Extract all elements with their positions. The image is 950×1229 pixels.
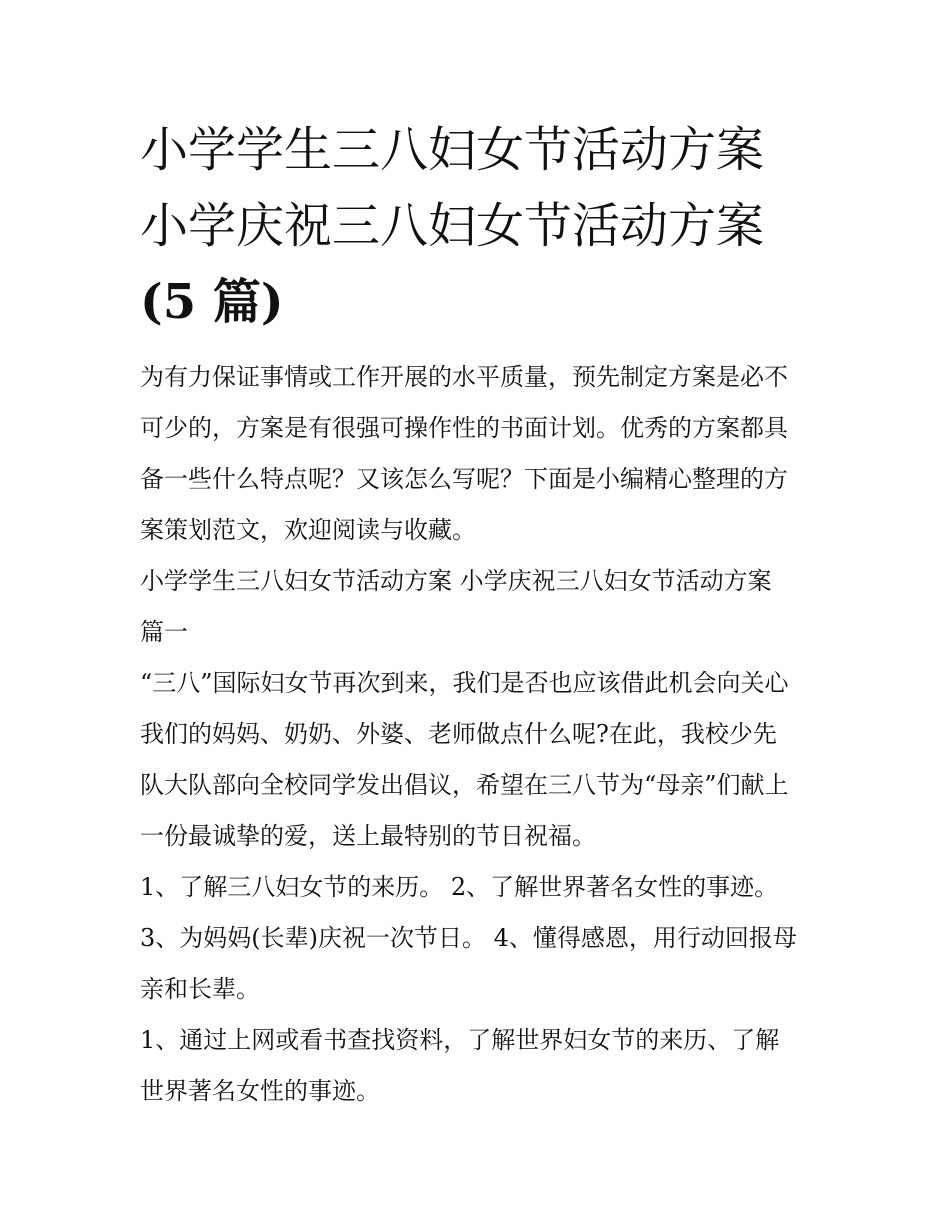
body-paragraph — [140, 658, 830, 862]
text-line: 篇一 — [140, 618, 188, 646]
objective-paragraph — [140, 862, 830, 913]
text-line: 亲和长辈。 — [140, 975, 260, 1003]
text-line: 1、了解三八妇女节的来历。 2、了解世界著名女性的事迹。 — [140, 873, 779, 901]
text-line: 队大队部向全校同学发出倡议，希望在三八节为“母亲”们献上 — [140, 771, 789, 799]
text-line: 一份最诚挚的爱，送上最特别的节日祝福。 — [140, 822, 596, 850]
text-line: 为有力保证事情或工作开展的水平质量，预先制定方案是必不 — [140, 363, 788, 391]
title-line: (5 篇) — [140, 274, 284, 330]
document-body — [140, 352, 830, 1117]
title-line: 小学学生三八妇女节活动方案 — [140, 122, 765, 178]
objective-paragraph — [140, 913, 830, 1015]
intro-paragraph — [140, 352, 830, 556]
text-line: 3、为妈妈(长辈)庆祝一次节日。 4、懂得感恩，用行动回报母 — [140, 924, 797, 952]
text-line: 世界著名女性的事迹。 — [140, 1077, 380, 1105]
section-heading — [140, 556, 830, 658]
text-line: 我们的妈妈、奶奶、外婆、老师做点什么呢?在此，我校少先 — [140, 720, 777, 748]
document-title — [140, 112, 830, 340]
title-line: 小学庆祝三八妇女节活动方案 — [140, 198, 765, 254]
text-line: “三八”国际妇女节再次到来，我们是否也应该借此机会向关心 — [140, 669, 789, 697]
text-line: 案策划范文，欢迎阅读与收藏。 — [140, 516, 476, 544]
activity-paragraph — [140, 1015, 830, 1117]
text-line: 小学学生三八妇女节活动方案 小学庆祝三八妇女节活动方案 — [140, 567, 772, 595]
text-line: 可少的，方案是有很强可操作性的书面计划。优秀的方案都具 — [140, 414, 788, 442]
text-line: 备一些什么特点呢？又该怎么写呢？下面是小编精心整理的方 — [140, 465, 788, 493]
text-line: 1、通过上网或看书查找资料，了解世界妇女节的来历、了解 — [140, 1026, 780, 1054]
